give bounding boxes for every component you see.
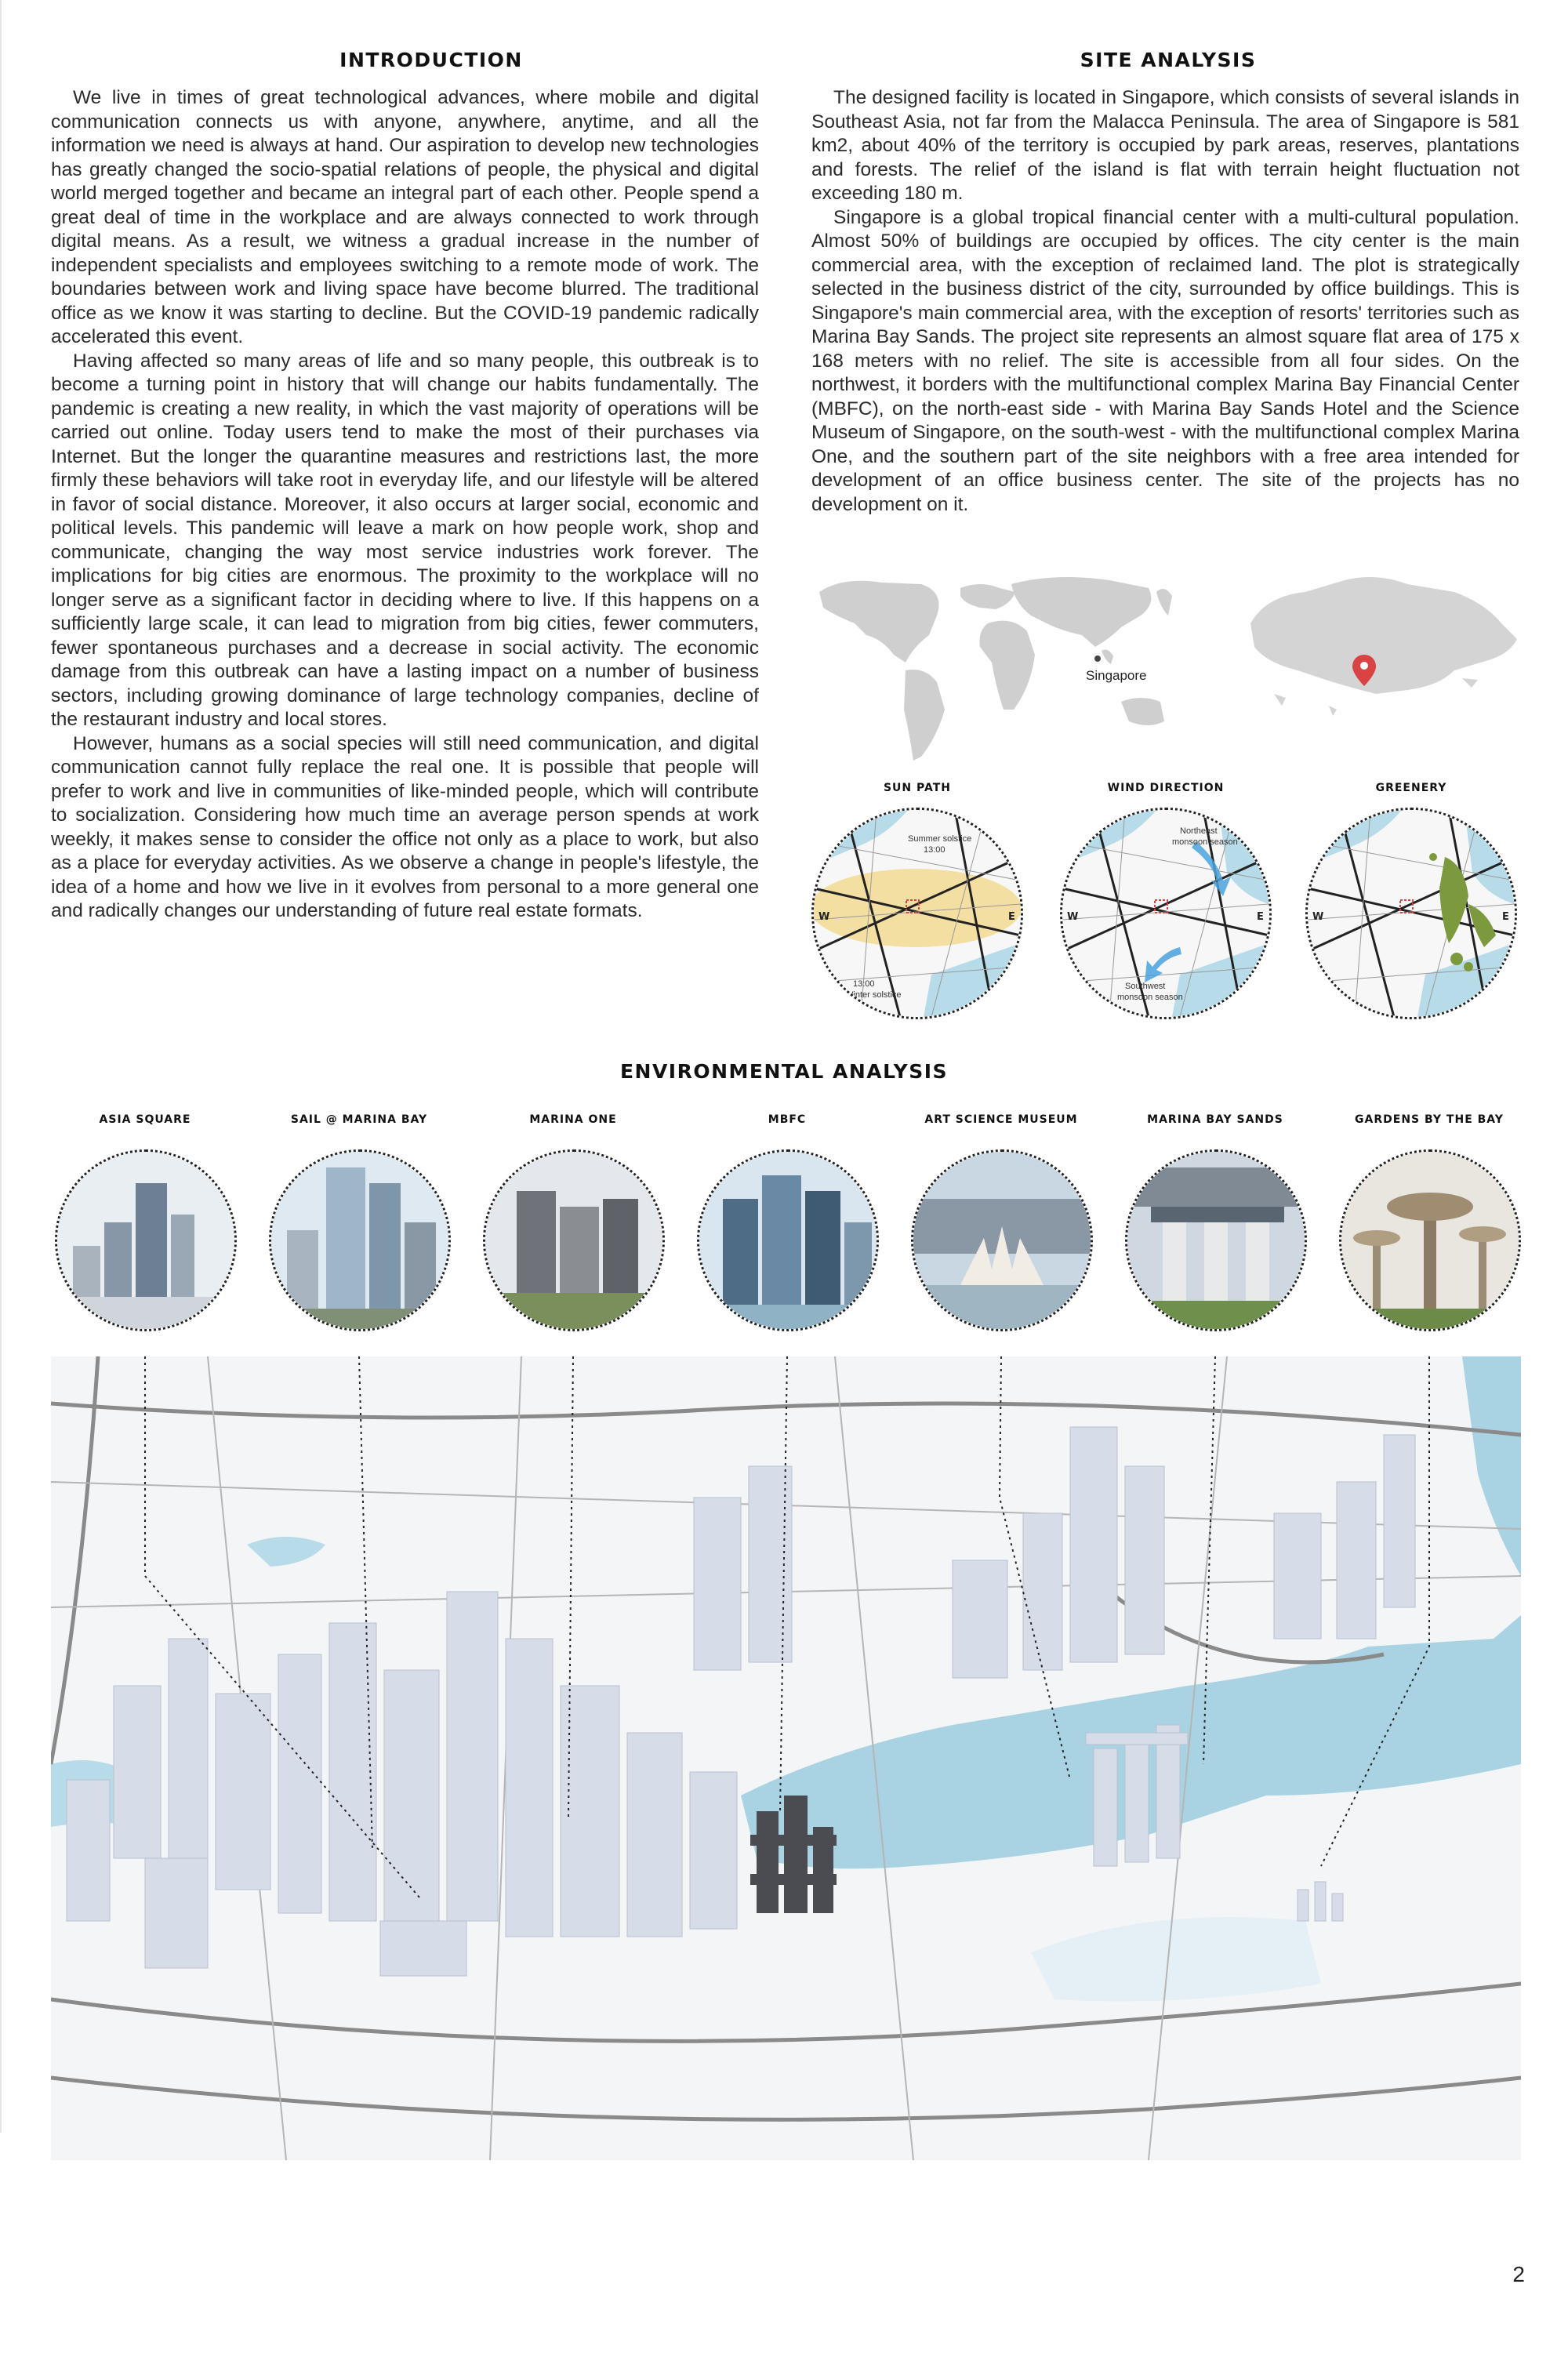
wind-east-letter: E: [1257, 911, 1264, 923]
greenery-west-letter: W: [1312, 911, 1324, 923]
singapore-map-label: Singapore: [1086, 668, 1147, 683]
world-map-graphic: [811, 561, 1525, 772]
sun-summer-time: 13:00: [924, 845, 946, 855]
landmark-label-asia-square: ASIA SQUARE: [99, 1113, 191, 1126]
greenery-east-letter: E: [1502, 911, 1509, 923]
greenery-diagram: [1305, 808, 1517, 1019]
singapore-island-map: [1250, 577, 1517, 716]
page-number: 2: [1512, 2262, 1525, 2286]
site-analysis-paragraph-2: Singapore is a global tropical financial center with a multi-cultural population. Almost 50% of buildings are occupied by offices. The city center is the main commercial area, with the exception of reclaimed land. The plot is strategically selected in the business district of the city, surrounded by office buildings. This is Singapore's main commercial area, with the exception of resorts' territories such as Marina Bay Sands. The project site represents an almost square flat area of 175 x 168 meters with no relief. The site is accessible from all four sides. On the northwest, it borders with the multifunctional complex Marina Bay Financial Center (MBFC), on the north-east side - with Marina Bay Sands Hotel and the Science Museum of Singapore, on the south-west - with the multifunctional complex Marina One, and the southern part of the site neighbors with a free area intended for development of an office business center. The site of the projects has no development on it.: [811, 206, 1519, 515]
introduction-paragraph-2: Having affected so many areas of life and so many people, this outbreak is to become a turning point in history that will change our habits fundamentally. The pandemic is creating a new reality, in which the vast majority of operations will be carried out online. Today users tend to make the most of their purchases via Internet. But the longer the quarantine measures and restrictions last, the more firmly these behaviors will take root in everyday life, and our lifestyle will be altered in favor of social distance. Moreover, it also occurs at larger social, economic and political levels. This pandemic will leave a mark on how people work, shop and communicate, changing the way most service industries work forever. The implications for big cities are enormous. The proximity to the workplace will no longer serve as a significant factor in deciding where to live. If this happens on a sufficiently large scale, it can lead to migration from big cities, fewer commuters, fewer spontaneous purchases and a decrease in social activity. The economic damage from this outbreak can have a lasting impact on a number of business sectors, including growing dominance of large technology companies, decline of the restaurant industry and local stores.: [51, 350, 759, 730]
sun-path-diagram: [811, 808, 1023, 1019]
wind-direction-diagram: [1060, 808, 1272, 1019]
singapore-marker-dot: [1094, 655, 1101, 662]
art-science-museum-photo: [911, 1149, 1093, 1331]
landmark-label-sail-marina-bay: SAIL @ MARINA BAY: [290, 1113, 428, 1126]
landmark-label-gardens-by-the-bay: GARDENS BY THE BAY: [1355, 1113, 1504, 1126]
landmark-label-marina-one: MARINA ONE: [529, 1113, 617, 1126]
sun-summer-note: Summer solstice: [908, 834, 972, 844]
introduction-heading: INTRODUCTION: [339, 49, 523, 71]
wind-southwest-season: monsoon season: [1117, 993, 1183, 1002]
marina-bay-sands-photo: [1125, 1149, 1307, 1331]
marina-one-photo: [483, 1149, 665, 1331]
sail-marina-bay-photo: [269, 1149, 451, 1331]
landmark-label-mbfc: MBFC: [768, 1113, 807, 1126]
landmark-label-marina-bay-sands: MARINA BAY SANDS: [1147, 1113, 1283, 1126]
city-massing-model: [51, 1356, 1521, 2160]
sun-path-band: [814, 869, 1021, 947]
sun-winter-note: Winter solstice: [845, 990, 902, 1000]
site-analysis-paragraph-1: The designed facility is located in Singapore, which consists of several islands in Southeast Asia, not far from the Malacca Peninsula. The area of Singapore is 581 km2, about 40% of the territory is occupied by park areas, reserves, plantations and forests. The relief of the island is flat with terrain height fluctuation not exceeding 180 m.: [811, 87, 1519, 204]
wind-northeast-season: monsoon season: [1172, 837, 1238, 847]
wind-west-letter: W: [1067, 911, 1079, 923]
wind-northeast-note: Northeast: [1180, 826, 1218, 836]
location-maps: [811, 561, 1525, 772]
site-analysis-text: [811, 86, 1519, 517]
introduction-paragraph-3: However, humans as a social species will still need communication, and digital communication cannot fully replace the real one. It is possible that people will prefer to work and live in communities of like-minded people, which will contribute to socialization. Considering how much time an average person spends at work weekly, it makes sense to consider the office not only as a place to work, but also as a place for everyday activities. As we observe a change in people's lifestyle, the idea of a home and how we live in it evolves from personal to a more general one and radically changes our understanding of future real estate formats.: [51, 732, 759, 921]
wind-direction-title: WIND DIRECTION: [1107, 782, 1225, 794]
greenery-title: GREENERY: [1375, 782, 1447, 794]
sun-winter-time: 13:00: [853, 979, 875, 989]
wind-southwest-note: Southwest: [1125, 982, 1166, 991]
landmark-label-art-science-museum: ART SCIENCE MUSEUM: [924, 1113, 1078, 1126]
asia-square-photo: [55, 1149, 237, 1331]
introduction-text: [51, 86, 759, 924]
environmental-analysis-heading: ENVIRONMENTAL ANALYSIS: [619, 1060, 949, 1083]
sun-east-letter: E: [1008, 911, 1015, 923]
gardens-by-the-bay-photo: [1339, 1149, 1521, 1331]
introduction-paragraph-1: We live in times of great technological advances, where mobile and digital communication connects us with anyone, anywhere, anytime, and all the information we need is always at hand. Our aspiration to develop new technologies has greatly changed the socio-spatial relations of people, the physical and digital world merged together and became an integral part of each other. People spend a great deal of time in the workplace and are always connected to work through digital means. As a result, we witness a gradual increase in the number of independent specialists and employees switching to a remote mode of work. The boundaries between work and living space have become blurred. The traditional office as we know it was starting to decline. But the COVID-19 pandemic radically accelerated this event.: [51, 87, 759, 347]
sun-west-letter: W: [818, 911, 830, 923]
mbfc-photo: [697, 1149, 879, 1331]
sun-path-title: SUN PATH: [883, 782, 952, 794]
site-analysis-heading: SITE ANALYSIS: [1080, 49, 1257, 71]
